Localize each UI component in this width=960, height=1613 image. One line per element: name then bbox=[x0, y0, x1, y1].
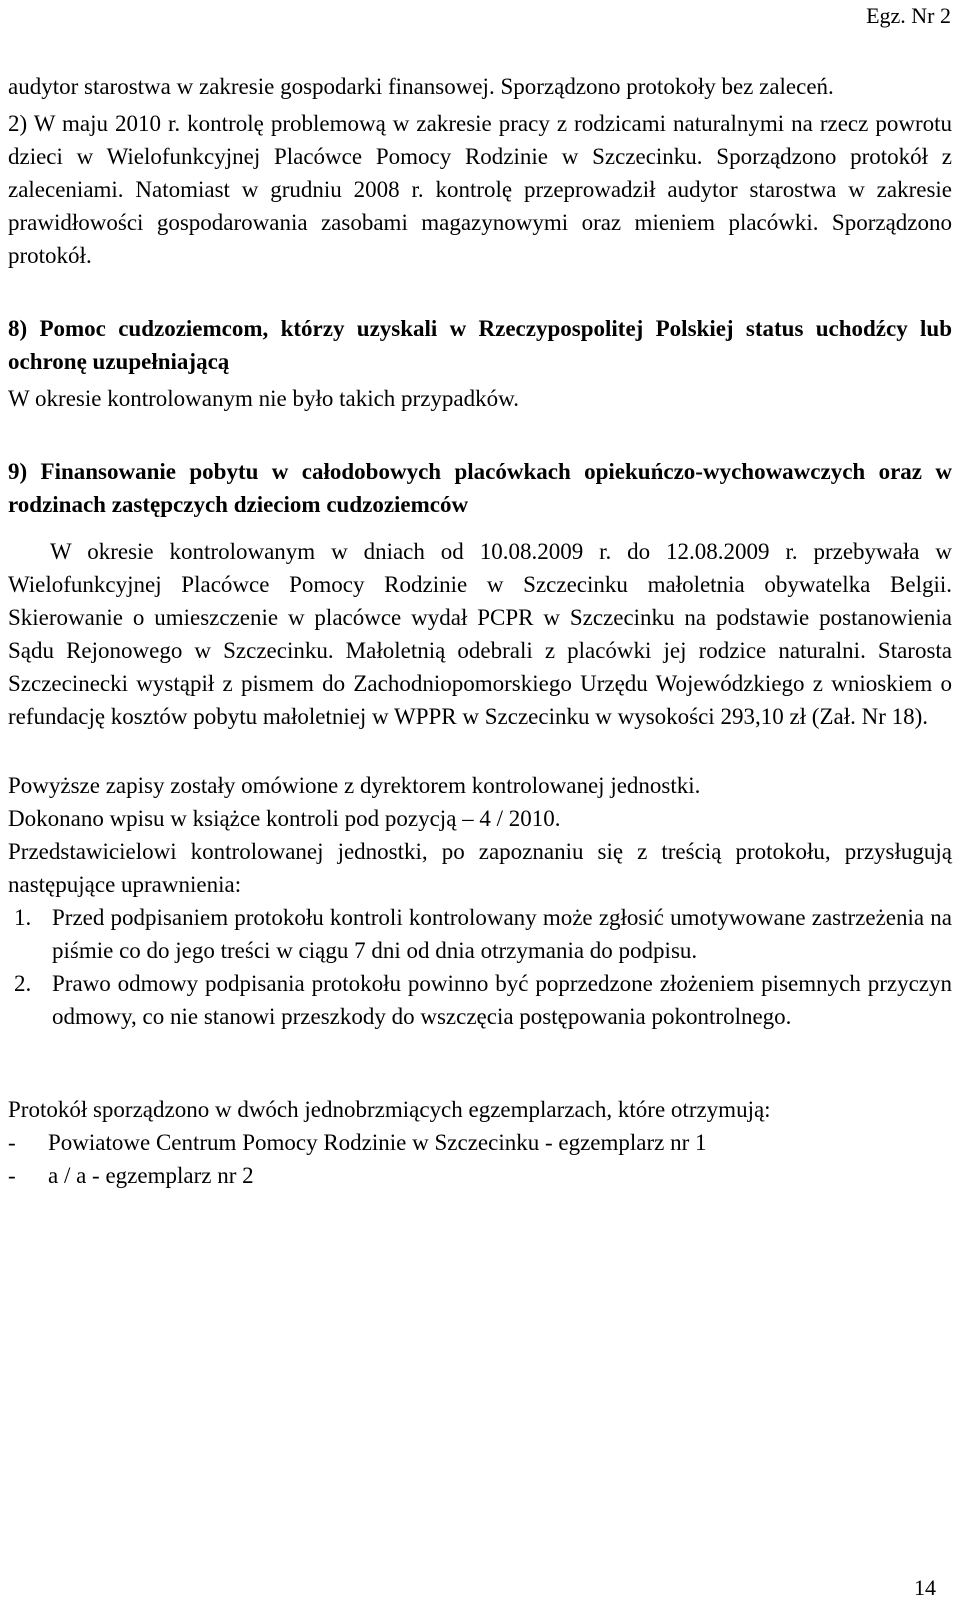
item-2-paragraph: 2) W maju 2010 r. kontrolę problemową w zakresie pracy z rodzicami naturalnymi na rzecz powrotu dzieci w Wielofunkcyjnej Placówce Pomocy Rodzinie w Szczecinku. Sporządzono protokół z zaleceniami. Natomiast w grudniu 2008 r. kontrolę przeprowadził audytor starostwa w zakresie prawidłowości gospodarowania zasobami magazynowymi oraz mieniem placówki. Sporządzono protokół. bbox=[8, 111, 952, 268]
rights-list-item bbox=[8, 967, 952, 1033]
rights-list bbox=[8, 901, 952, 1033]
rights-item-text: Przed podpisaniem protokołu kontroli kontrolowany może zgłosić umotywowane zastrzeżenia na piśmie co do jego treści w ciągu 7 dni od dnia otrzymania do podpisu. bbox=[52, 905, 952, 963]
closing-entry-line: Dokonano wpisu w książce kontroli pod pozycją – 4 / 2010. bbox=[8, 806, 561, 831]
rights-item-text: Prawo odmowy podpisania protokołu powinno być poprzedzone złożeniem pisemnych przyczyn odmowy, co nie stanowi przeszkody do wszczęcia postępowania pokontrolnego. bbox=[52, 971, 952, 1029]
rights-item-number: 1. bbox=[14, 905, 32, 930]
distribution-dash: - bbox=[8, 1130, 16, 1155]
distribution-item-text: Powiatowe Centrum Pomocy Rodzinie w Szczecinku - egzemplarz nr 1 bbox=[48, 1130, 707, 1155]
distribution-intro: Protokół sporządzono w dwóch jednobrzmiących egzemplarzach, które otrzymują: bbox=[8, 1097, 771, 1122]
distribution-dash: - bbox=[8, 1163, 16, 1188]
closing-rights-intro: Przedstawicielowi kontrolowanej jednostki, po zapoznaniu się z treścią protokołu, przysługują następujące uprawnienia: bbox=[8, 839, 952, 897]
distribution-list bbox=[8, 1126, 952, 1192]
copy-number-label: Egz. Nr 2 bbox=[866, 3, 951, 28]
closing-discussed-line: Powyższe zapisy zostały omówione z dyrektorem kontrolowanej jednostki. bbox=[8, 773, 701, 798]
distribution-list-item bbox=[8, 1126, 952, 1159]
section-9-body: W okresie kontrolowanym w dniach od 10.08.2009 r. do 12.08.2009 r. przebywała w Wielofunkcyjnej Placówce Pomocy Rodzinie w Szczecinku małoletnia obywatelka Belgii. Skierowanie o umieszczenie w placówce wydał PCPR w Szczecinku na podstawie postanowienia Sądu Rejonowego w Szczecinku. Małoletnią odebrali z placówki jej rodzice naturalni. Starosta Szczecinecki wystąpił z pismem do Zachodniopomorskiego Urzędu Wojewódzkiego z wnioskiem o refundację kosztów pobytu małoletniej w WPPR w Szczecinku w wysokości 293,10 zł (Zał. Nr 18). bbox=[8, 539, 952, 729]
page-number: 14 bbox=[914, 1575, 936, 1600]
rights-item-number: 2. bbox=[14, 971, 32, 996]
distribution-item-text: a / a - egzemplarz nr 2 bbox=[48, 1163, 254, 1188]
section-8-body: W okresie kontrolowanym nie było takich przypadków. bbox=[8, 386, 519, 411]
distribution-list-item bbox=[8, 1159, 952, 1192]
rights-list-item bbox=[8, 901, 952, 967]
section-9-heading: 9) Finansowanie pobytu w całodobowych placówkach opiekuńczo-wychowawczych oraz w rodzinach zastępczych dzieciom cudzoziemców bbox=[8, 459, 952, 517]
intro-paragraph: audytor starostwa w zakresie gospodarki finansowej. Sporządzono protokoły bez zaleceń. bbox=[8, 74, 834, 99]
document-body bbox=[8, 70, 952, 1192]
section-8-heading: 8) Pomoc cudzoziemcom, którzy uzyskali w Rzeczypospolitej Polskiej status uchodźcy lub ochronę uzupełniającą bbox=[8, 316, 952, 374]
